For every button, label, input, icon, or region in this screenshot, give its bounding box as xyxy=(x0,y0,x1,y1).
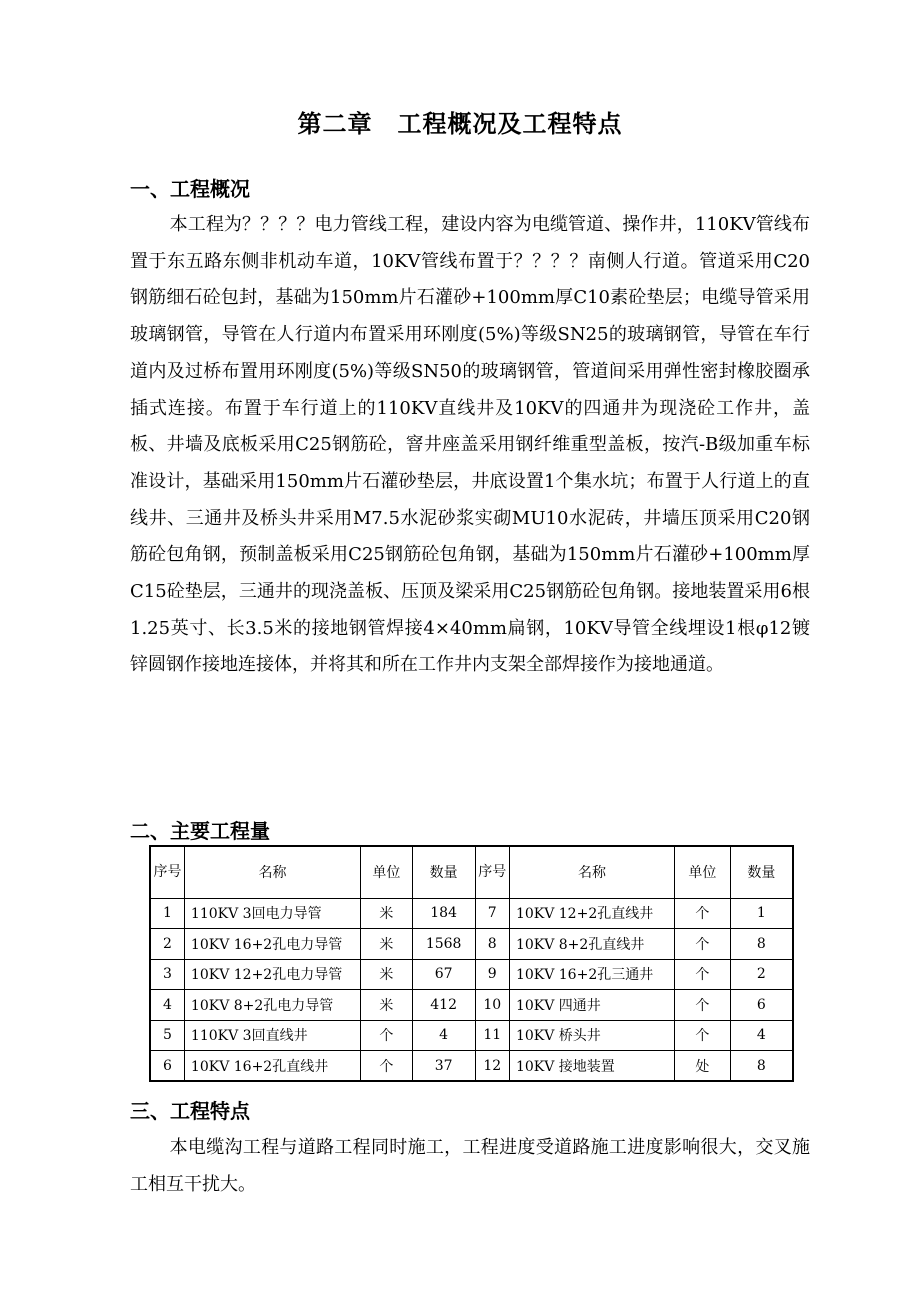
cell-name: 110KV 3回直线井 xyxy=(184,1020,360,1051)
section-heading-overview: 一、工程概况 xyxy=(130,177,250,201)
cell-name: 10KV 接地装置 xyxy=(509,1051,674,1082)
header-qty: 数量 xyxy=(730,846,793,898)
cell-seq: 11 xyxy=(475,1020,509,1051)
table-header-row xyxy=(150,846,793,898)
cell-name: 10KV 16+2孔直线井 xyxy=(184,1051,360,1082)
cell-unit: 米 xyxy=(361,990,413,1021)
cell-qty: 4 xyxy=(730,1020,793,1051)
cell-seq: 8 xyxy=(475,929,509,960)
table-row xyxy=(150,1020,793,1051)
cell-unit: 个 xyxy=(361,1020,413,1051)
header-seq: 序号 xyxy=(475,846,509,898)
cell-unit: 个 xyxy=(674,959,730,990)
table-row xyxy=(150,959,793,990)
cell-qty: 37 xyxy=(412,1051,475,1082)
cell-unit: 处 xyxy=(674,1051,730,1082)
table-body xyxy=(150,898,793,1081)
cell-seq: 7 xyxy=(475,898,509,929)
cell-qty: 8 xyxy=(730,1051,793,1082)
cell-seq: 6 xyxy=(150,1051,184,1082)
cell-unit: 个 xyxy=(674,898,730,929)
table-row xyxy=(150,990,793,1021)
cell-seq: 10 xyxy=(475,990,509,1021)
cell-name: 10KV 16+2孔三通井 xyxy=(509,959,674,990)
header-unit: 单位 xyxy=(361,846,413,898)
cell-seq: 12 xyxy=(475,1051,509,1082)
cell-name: 10KV 8+2孔电力导管 xyxy=(184,990,360,1021)
cell-unit: 米 xyxy=(361,898,413,929)
cell-qty: 184 xyxy=(412,898,475,929)
quantities-table xyxy=(149,845,794,1082)
cell-name: 10KV 12+2孔直线井 xyxy=(509,898,674,929)
cell-unit: 个 xyxy=(674,990,730,1021)
cell-unit: 米 xyxy=(361,959,413,990)
table-row xyxy=(150,1051,793,1082)
cell-unit: 个 xyxy=(674,1020,730,1051)
table-row xyxy=(150,929,793,960)
cell-seq: 1 xyxy=(150,898,184,929)
cell-name: 10KV 桥头井 xyxy=(509,1020,674,1051)
features-paragraph: 本电缆沟工程与道路工程同时施工，工程进度受道路施工进度影响很大，交叉施工相互干扰大。 xyxy=(130,1137,810,1195)
cell-qty: 412 xyxy=(412,990,475,1021)
cell-qty: 67 xyxy=(412,959,475,990)
header-name: 名称 xyxy=(184,846,360,898)
cell-unit: 个 xyxy=(361,1051,413,1082)
header-unit: 单位 xyxy=(674,846,730,898)
section-heading-quantities: 二、主要工程量 xyxy=(130,819,270,843)
cell-seq: 4 xyxy=(150,990,184,1021)
cell-qty: 2 xyxy=(730,959,793,990)
cell-seq: 5 xyxy=(150,1020,184,1051)
cell-qty: 1568 xyxy=(412,929,475,960)
cell-qty: 8 xyxy=(730,929,793,960)
header-name: 名称 xyxy=(509,846,674,898)
cell-qty: 4 xyxy=(412,1020,475,1051)
section-heading-features: 三、工程特点 xyxy=(130,1099,250,1123)
table-row xyxy=(150,898,793,929)
cell-name: 10KV 12+2孔电力导管 xyxy=(184,959,360,990)
header-qty: 数量 xyxy=(412,846,475,898)
cell-name: 110KV 3回电力导管 xyxy=(184,898,360,929)
cell-seq: 2 xyxy=(150,929,184,960)
overview-paragraph: 本工程为？？？？电力管线工程，建设内容为电缆管道、操作井，110KV管线布置于东五路东侧非机动车道，10KV管线布置于？？？？南侧人行道。管道采用C20钢筋细石砼包封，基础为150mm片石灌砂+100mm厚C10素砼垫层；电缆导管采用玻璃钢管，导管在人行道内布置采用环刚度(5%)等级SN25的玻璃钢管，导管在车行道内及过桥布置用环刚度(5%)等级SN50的玻璃钢管，管道间采用弹性密封橡胶圈承插式连接。布置于车行道上的110KV直线井及10KV的四通井为现浇砼工作井，盖板、井墙及底板采用C25钢筋砼，窨井座盖采用钢纤维重型盖板，按汽-B级加重车标准设计，基础采用150mm片石灌砂垫层，井底设置1个集水坑；布置于人行道上的直线井、三通井及桥头井采用M7.5水泥砂浆实砌MU10水泥砖，井墙压顶采用C20钢筋砼包角钢，预制盖板采用C25钢筋砼包角钢，基础为150mm片石灌砂+100mm厚C15砼垫层，三通井的现浇盖板、压顶及梁采用C25钢筋砼包角钢。接地装置采用6根1.25英寸、长3.5米的接地钢管焊接4×40mm扁钢，10KV导管全线埋设1根φ12镀锌圆钢作接地连接体，并将其和所在工作井内支架全部焊接作为接地通道。 xyxy=(130,214,810,676)
header-seq: 序号 xyxy=(150,846,184,898)
cell-qty: 6 xyxy=(730,990,793,1021)
chapter-title: 第二章 工程概况及工程特点 xyxy=(297,110,623,138)
cell-seq: 9 xyxy=(475,959,509,990)
cell-unit: 米 xyxy=(361,929,413,960)
cell-unit: 个 xyxy=(674,929,730,960)
cell-seq: 3 xyxy=(150,959,184,990)
cell-name: 10KV 四通井 xyxy=(509,990,674,1021)
cell-name: 10KV 8+2孔直线井 xyxy=(509,929,674,960)
cell-qty: 1 xyxy=(730,898,793,929)
cell-name: 10KV 16+2孔电力导管 xyxy=(184,929,360,960)
